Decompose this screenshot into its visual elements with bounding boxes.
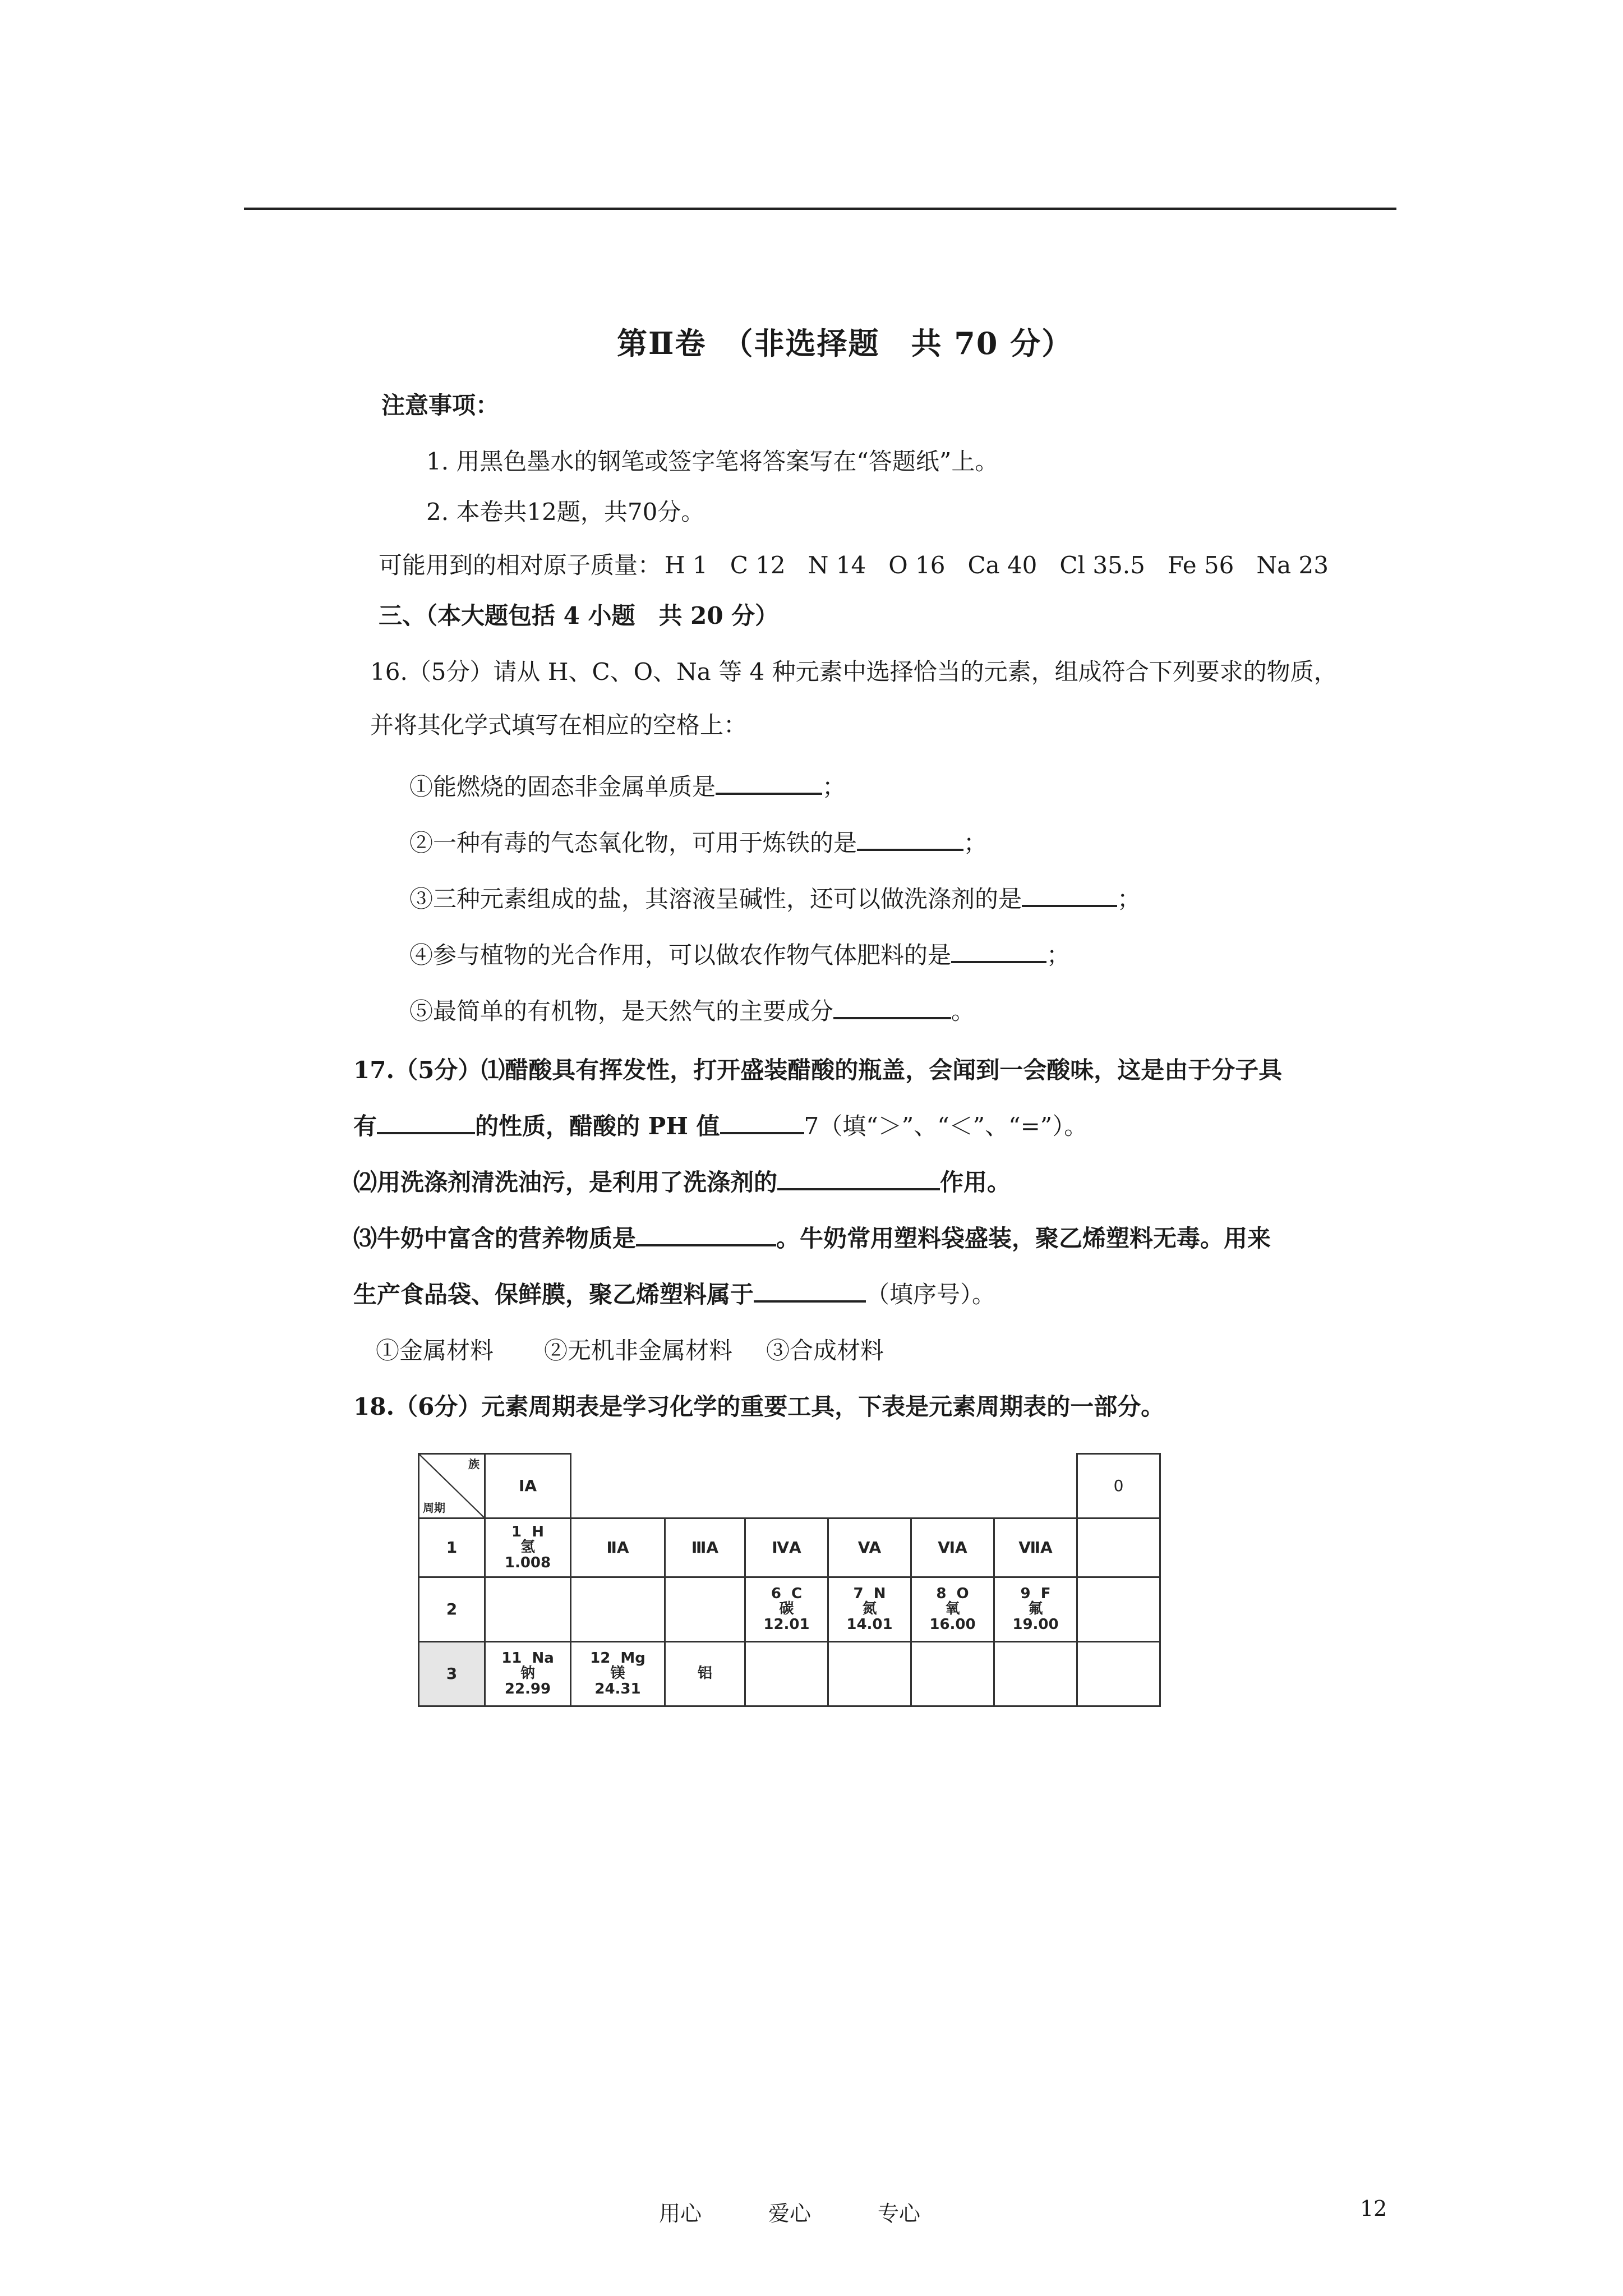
blank[interactable]	[377, 1108, 475, 1134]
group-IVA: ⅣA	[745, 1519, 828, 1577]
element-Na: 11 Na 钠 22.99	[485, 1642, 571, 1706]
q16-sub-3: ③三种元素组成的盐，其溶液呈碱性，还可以做洗涤剂的是 ；	[409, 881, 1141, 914]
masses-label: 可能用到的相对原子质量：	[379, 551, 662, 579]
group-IIA: ⅡA	[571, 1519, 665, 1577]
mass-O: O 16	[888, 551, 946, 579]
element-H: 1 H 氢 1.008	[485, 1519, 571, 1577]
q16-stem-1: 16.（5分）请从 H、C、O、Na 等 4 种元素中选择恰当的元素，组成符合下列要求的物质，	[370, 658, 1338, 685]
footer-motto-3: 专心	[878, 2201, 921, 2226]
footer-motto-2: 爱心	[768, 2201, 811, 2226]
mass-Fe: Fe 56	[1167, 551, 1234, 579]
q17-line-2: 有 的性质，醋酸的 PH 值 7（填“＞”、“＜”、“=”）。	[353, 1108, 1087, 1142]
q17-line-1: 17.（5分）⑴醋酸具有挥发性，打开盛装醋酸的瓶盖，会闻到一会酸味，这是由于分子具	[353, 1056, 1283, 1084]
q16-stem-2: 并将其化学式填写在相应的空格上：	[370, 711, 748, 739]
q17-line-3: ⑵用洗涤剂清洗油污，是利用了洗涤剂的 作用。	[353, 1164, 1011, 1198]
element-F: 9 F 氟 19.00	[994, 1577, 1077, 1642]
table-corner: 族 周期	[419, 1454, 485, 1519]
blank[interactable]	[720, 1108, 804, 1134]
group-IIIA: ⅢA	[665, 1519, 745, 1577]
mass-Ca: Ca 40	[967, 551, 1038, 579]
q16-sub-2: ②一种有毒的气态氧化物，可用于炼铁的是 ；	[409, 825, 987, 858]
blank[interactable]	[951, 937, 1046, 963]
note-item-1: 1. 用黑色墨水的钢笔或签字笔将答案写在“答题纸”上。	[426, 448, 999, 475]
element-C: 6 C 碳 12.01	[745, 1577, 828, 1642]
notes-heading: 注意事项：	[381, 392, 500, 419]
period-2: 2	[419, 1577, 485, 1642]
element-N: 7 N 氮 14.01	[828, 1577, 911, 1642]
header-rule	[244, 208, 1396, 210]
blank[interactable]	[636, 1221, 776, 1246]
group-VA: VA	[828, 1519, 911, 1577]
section-title: 第Ⅱ卷 （非选择题 共 70 分）	[617, 325, 1073, 361]
mass-N: N 14	[808, 551, 866, 579]
page-number: 12	[1360, 2196, 1387, 2221]
period-1: 1	[419, 1519, 485, 1577]
element-Mg: 12 Mg 镁 24.31	[571, 1642, 665, 1706]
period-3: 3	[419, 1642, 485, 1706]
q17-line-4: ⑶牛奶中富含的营养物质是 。牛奶常用塑料袋盛装，聚乙烯塑料无毒。用来	[353, 1220, 1271, 1254]
periodic-table	[418, 1453, 1161, 1707]
group-0: 0	[1077, 1454, 1160, 1519]
blank[interactable]	[857, 825, 963, 851]
blank[interactable]	[777, 1165, 940, 1190]
mass-Cl: Cl 35.5	[1059, 551, 1145, 579]
group-IA: IA	[485, 1454, 571, 1519]
option-3: ③合成材料	[766, 1337, 884, 1364]
element-O: 8 O 氧 16.00	[911, 1577, 994, 1642]
group-VIIA: ⅦA	[994, 1519, 1077, 1577]
option-2: ②无机非金属材料	[544, 1337, 733, 1364]
blank[interactable]	[754, 1277, 866, 1303]
option-1: ①金属材料	[376, 1337, 494, 1364]
section3-heading: 三、（本大题包括 4 小题 共 20 分）	[379, 602, 779, 629]
q16-sub-4: ④参与植物的光合作用，可以做农作物气体肥料的是 ；	[409, 937, 1070, 970]
mass-H: H 1	[665, 551, 708, 579]
group-VIA: ⅥA	[911, 1519, 994, 1577]
q16-sub-1: ①能燃烧的固态非金属单质是 ；	[409, 769, 846, 802]
blank[interactable]	[833, 993, 951, 1019]
mass-Na: Na 23	[1256, 551, 1329, 579]
blank[interactable]	[716, 769, 822, 795]
blank[interactable]	[1022, 881, 1117, 907]
mass-C: C 12	[730, 551, 786, 579]
footer-motto-1: 用心	[659, 2201, 702, 2226]
note-item-2: 2. 本卷共12题，共70分。	[426, 498, 705, 526]
q16-sub-5: ⑤最简单的有机物，是天然气的主要成分 。	[409, 993, 975, 1027]
q17-options	[376, 1332, 884, 1366]
element-Al: 铝	[665, 1642, 745, 1706]
q18-stem: 18.（6分）元素周期表是学习化学的重要工具，下表是元素周期表的一部分。	[353, 1393, 1165, 1420]
atomic-masses	[379, 547, 1329, 581]
q17-line-5: 生产食品袋、保鲜膜，聚乙烯塑料属于 （填序号）。	[353, 1276, 995, 1310]
